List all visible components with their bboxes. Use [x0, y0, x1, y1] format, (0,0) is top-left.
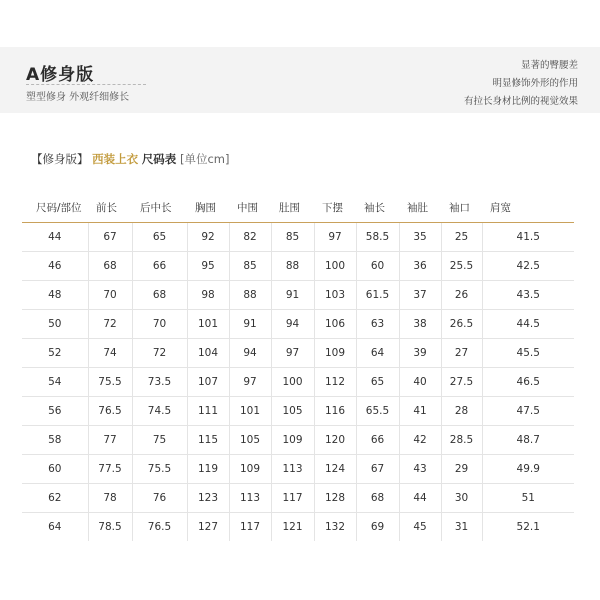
- measurement-cell: 75.5: [132, 455, 187, 484]
- size-cell: 64: [48, 521, 62, 533]
- measurement-cell: 91: [229, 310, 271, 339]
- measurement-cell: 60: [356, 252, 399, 281]
- table-row: [22, 513, 574, 542]
- size-cell: 56: [22, 397, 88, 426]
- measurement-cell: 101: [187, 310, 229, 339]
- column-header: 下摆: [314, 192, 356, 223]
- measurement-cell: 72: [132, 339, 187, 368]
- measurement-cell: 97: [229, 368, 271, 397]
- column-header: 尺码/部位: [22, 192, 88, 223]
- measurement-cell: 92: [187, 223, 229, 252]
- measurement-cell: 109: [229, 455, 271, 484]
- table-row: [22, 223, 574, 252]
- measurement-cell: 74: [88, 339, 132, 368]
- measurement-cell: 117: [271, 484, 314, 513]
- measurement-cell: 68: [132, 281, 187, 310]
- column-header: 后中长: [132, 192, 187, 223]
- measurement-cell: 105: [229, 426, 271, 455]
- measurement-cell: 65: [356, 368, 399, 397]
- size-cell: 62: [22, 484, 88, 513]
- measurement-cell: 121: [271, 513, 314, 542]
- measurement-cell: 26.5: [441, 310, 482, 339]
- measurement-cell: 40: [399, 368, 441, 397]
- measurement-cell: 47.5: [482, 397, 574, 426]
- measurement-cell: 109: [314, 339, 356, 368]
- measurement-cell: 116: [314, 397, 356, 426]
- size-cell: 54: [22, 368, 88, 397]
- measurement-cell: 78: [88, 484, 132, 513]
- measurement-cell: 97: [314, 223, 356, 252]
- measurement-cell: 119: [187, 455, 229, 484]
- fit-subtitle: 塑型修身 外观纤细修长: [26, 92, 130, 103]
- measurement-cell: 44: [399, 484, 441, 513]
- measurement-cell: 82: [229, 223, 271, 252]
- fit-title: A修身版: [26, 65, 95, 85]
- column-header: 胸围: [187, 192, 229, 223]
- measurement-cell: 45: [399, 513, 441, 542]
- size-cell: 58: [22, 426, 88, 455]
- measurement-cell: 76.5: [88, 397, 132, 426]
- table-row: [22, 368, 574, 397]
- measurement-cell: 94: [229, 339, 271, 368]
- measurement-cell: 63: [356, 310, 399, 339]
- measurement-cell: 115: [187, 426, 229, 455]
- measurement-cell: 85: [271, 223, 314, 252]
- size-cell: 50: [22, 310, 88, 339]
- measurement-cell: 35: [399, 223, 441, 252]
- measurement-cell: 30: [441, 484, 482, 513]
- measurement-cell: 31: [441, 513, 482, 542]
- measurement-cell: 70: [88, 281, 132, 310]
- table-row: [22, 339, 574, 368]
- column-header: 肩宽: [482, 192, 574, 223]
- measurement-cell: 51: [482, 484, 574, 513]
- measurement-cell: 91: [271, 281, 314, 310]
- measurement-cell: 103: [314, 281, 356, 310]
- measurement-cell: 67: [356, 455, 399, 484]
- measurement-cell: 100: [271, 368, 314, 397]
- measurement-cell: 65: [132, 223, 187, 252]
- measurement-cell: 68: [88, 252, 132, 281]
- table-header-row: [22, 192, 574, 223]
- measurement-cell: 88: [271, 252, 314, 281]
- measurement-cell: 101: [229, 397, 271, 426]
- measurement-cell: 95: [187, 252, 229, 281]
- feature-text: 有拉长身材比例的视觉效果: [463, 96, 578, 107]
- measurement-cell: 41.5: [482, 223, 574, 252]
- measurement-cell: 123: [187, 484, 229, 513]
- measurement-cell: 43: [399, 455, 441, 484]
- measurement-cell: 73.5: [132, 368, 187, 397]
- measurement-cell: 120: [314, 426, 356, 455]
- measurement-cell: 49.9: [482, 455, 574, 484]
- measurement-cell: 66: [132, 252, 187, 281]
- measurement-cell: 67: [88, 223, 132, 252]
- measurement-cell: 37: [399, 281, 441, 310]
- measurement-cell: 42.5: [482, 252, 574, 281]
- measurement-cell: 41: [399, 397, 441, 426]
- measurement-cell: 77.5: [88, 455, 132, 484]
- column-header: 袖长: [356, 192, 399, 223]
- heading-unit: [单位cm]: [179, 152, 230, 166]
- measurement-cell: 78.5: [88, 513, 132, 542]
- measurement-cell: 113: [229, 484, 271, 513]
- measurement-cell: 85: [229, 252, 271, 281]
- measurement-cell: 43.5: [482, 281, 574, 310]
- measurement-cell: 111: [187, 397, 229, 426]
- measurement-cell: 38: [399, 310, 441, 339]
- measurement-cell: 29: [441, 455, 482, 484]
- measurement-cell: 98: [187, 281, 229, 310]
- table-row: [22, 426, 574, 455]
- measurement-cell: 104: [187, 339, 229, 368]
- column-header: 中围: [229, 192, 271, 223]
- column-header: 肚围: [271, 192, 314, 223]
- fit-title-divider: [26, 84, 146, 85]
- measurement-cell: 52.1: [482, 513, 574, 542]
- measurement-cell: 69: [356, 513, 399, 542]
- measurement-cell: 113: [271, 455, 314, 484]
- heading-fit: 【修身版】: [31, 152, 89, 166]
- measurement-cell: 44.5: [482, 310, 574, 339]
- table-row: [22, 281, 574, 310]
- table-row: [22, 397, 574, 426]
- feature-text: 显著的臀腰差: [520, 60, 578, 71]
- column-header: 袖口: [441, 192, 482, 223]
- table-row: [22, 310, 574, 339]
- measurement-cell: 128: [314, 484, 356, 513]
- feature-text: 明显修饰外形的作用: [492, 78, 578, 89]
- size-cell: 44: [22, 223, 88, 252]
- measurement-cell: 106: [314, 310, 356, 339]
- column-header: 袖肚: [399, 192, 441, 223]
- measurement-cell: 109: [271, 426, 314, 455]
- measurement-cell: 65.5: [356, 397, 399, 426]
- table-row: [22, 484, 574, 513]
- size-table: [22, 192, 574, 541]
- measurement-cell: 124: [314, 455, 356, 484]
- measurement-cell: 42: [399, 426, 441, 455]
- table-row: [22, 252, 574, 281]
- measurement-cell: 75.5: [88, 368, 132, 397]
- size-cell: 46: [22, 252, 88, 281]
- measurement-cell: 76: [132, 484, 187, 513]
- measurement-cell: 100: [314, 252, 356, 281]
- measurement-cell: 64: [356, 339, 399, 368]
- measurement-cell: 77: [88, 426, 132, 455]
- measurement-cell: 45.5: [482, 339, 574, 368]
- measurement-cell: 117: [229, 513, 271, 542]
- measurement-cell: 28: [441, 397, 482, 426]
- measurement-cell: 88: [229, 281, 271, 310]
- measurement-cell: 68: [356, 484, 399, 513]
- measurement-cell: 58.5: [356, 223, 399, 252]
- measurement-cell: 75: [132, 426, 187, 455]
- measurement-cell: 107: [187, 368, 229, 397]
- measurement-cell: 70: [132, 310, 187, 339]
- measurement-cell: 112: [314, 368, 356, 397]
- measurement-cell: 36: [399, 252, 441, 281]
- measurement-cell: 94: [271, 310, 314, 339]
- size-cell: 60: [22, 455, 88, 484]
- measurement-cell: 105: [271, 397, 314, 426]
- heading-chart: 尺码表: [141, 152, 177, 166]
- measurement-cell: 25: [441, 223, 482, 252]
- size-chart-heading: [31, 151, 229, 167]
- measurement-cell: 66: [356, 426, 399, 455]
- measurement-cell: 27.5: [441, 368, 482, 397]
- measurement-cell: 46.5: [482, 368, 574, 397]
- measurement-cell: 25.5: [441, 252, 482, 281]
- measurement-cell: 97: [271, 339, 314, 368]
- measurement-cell: 26: [441, 281, 482, 310]
- column-header: 前长: [88, 192, 132, 223]
- measurement-cell: 28.5: [441, 426, 482, 455]
- measurement-cell: 76.5: [132, 513, 187, 542]
- table-row: [22, 455, 574, 484]
- heading-item: 西装上衣: [92, 152, 139, 166]
- measurement-cell: 48.7: [482, 426, 574, 455]
- size-cell: 48: [22, 281, 88, 310]
- measurement-cell: 39: [399, 339, 441, 368]
- measurement-cell: 61.5: [356, 281, 399, 310]
- measurement-cell: 74.5: [132, 397, 187, 426]
- measurement-cell: 127: [187, 513, 229, 542]
- measurement-cell: 27: [441, 339, 482, 368]
- size-table-body: [22, 223, 574, 542]
- measurement-cell: 72: [88, 310, 132, 339]
- size-cell: 52: [22, 339, 88, 368]
- measurement-cell: 132: [314, 513, 356, 542]
